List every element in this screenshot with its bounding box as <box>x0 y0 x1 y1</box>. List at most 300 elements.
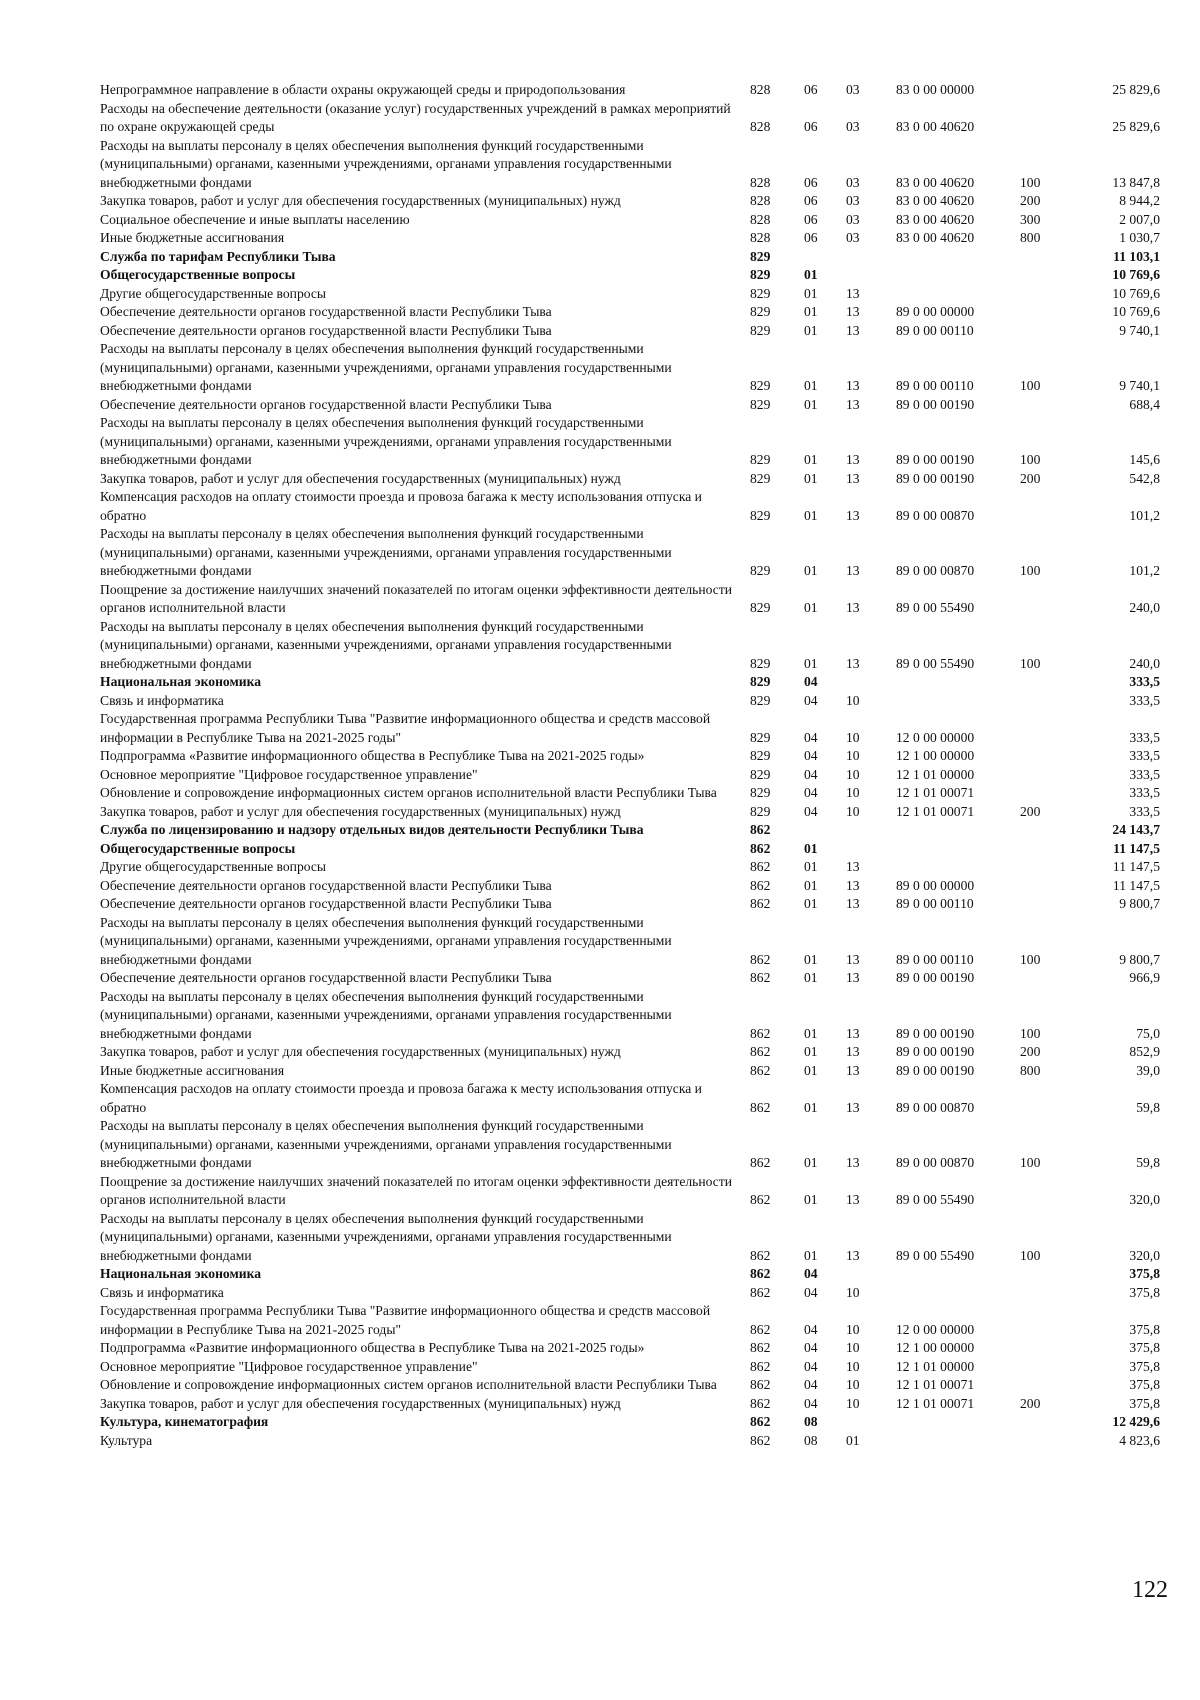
subsection-code: 10 <box>846 1395 860 1411</box>
expense-item-name: Обновление и сопровождение информационных систем органов исполнительной власти Республики Тыва <box>100 785 717 800</box>
expense-item-name: Компенсация расходов на оплату стоимости проезда и провоза багажа к месту использования отпуска и обратно <box>100 489 702 523</box>
subsection-code: 13 <box>846 600 860 615</box>
expense-type-code: 800 <box>1020 230 1041 245</box>
expense-type-code <box>1020 969 1070 988</box>
expense-type-code <box>1020 1358 1070 1377</box>
expense-item-name: Расходы на выплаты персоналу в целях обеспечения выполнения функций государственными (муниципальными) органами, казенными учреждениями, органами управления государственными внебюджетными фондами <box>100 618 672 671</box>
target-article-code: 89 0 00 00190 <box>896 470 975 486</box>
expense-item-name: Компенсация расходов на оплату стоимости проезда и провоза багажа к месту использования отпуска и обратно <box>100 1081 702 1115</box>
department-code: 862 <box>750 896 771 911</box>
amount: 333,5 <box>1129 766 1160 782</box>
amount: 320,0 <box>1129 1247 1160 1263</box>
department-code: 829 <box>750 729 771 745</box>
table-row <box>100 266 1160 285</box>
expense-item-name: Расходы на обеспечение деятельности (оказание услуг) государственных учреждений в рамках мероприятий по охране окружающей среды <box>100 100 731 134</box>
department-code: 828 <box>750 82 771 97</box>
subsection-code: 13 <box>846 507 860 523</box>
section-code: 01 <box>804 1044 818 1059</box>
expense-item-name: Закупка товаров, работ и услуг для обеспечения государственных (муниципальных) нужд <box>100 803 621 819</box>
expense-type-code <box>1020 1432 1070 1451</box>
amount: 9 740,1 <box>1119 322 1160 338</box>
target-article-code <box>896 248 1020 267</box>
target-article-code <box>896 285 1020 304</box>
expense-type-code <box>1020 322 1070 341</box>
section-code: 01 <box>804 507 818 523</box>
expense-item-name: Подпрограмма «Развитие информационного общества в Республике Тыва на 2021-2025 годы» <box>100 1340 645 1355</box>
department-code: 829 <box>750 304 771 319</box>
expense-item-name: Другие общегосударственные вопросы <box>100 285 327 301</box>
subsection-code: 01 <box>846 1432 860 1448</box>
amount: 1 030,7 <box>1119 230 1160 245</box>
department-code: 829 <box>750 766 771 782</box>
department-code: 828 <box>750 230 771 245</box>
expense-item-name: Иные бюджетные ассигнования <box>100 1062 285 1078</box>
table-row <box>100 1302 1160 1339</box>
table-row <box>100 525 1160 581</box>
budget-table <box>100 81 1160 1450</box>
target-article-code: 12 0 00 00000 <box>896 1321 975 1337</box>
table-row <box>100 710 1160 747</box>
expense-type-code: 200 <box>1020 1395 1041 1411</box>
department-code: 829 <box>750 674 771 689</box>
section-code: 01 <box>804 1247 818 1263</box>
amount: 101,2 <box>1129 507 1160 523</box>
target-article-code <box>896 1265 1020 1284</box>
subsection-code: 13 <box>846 970 860 985</box>
expense-item-name: Расходы на выплаты персоналу в целях обеспечения выполнения функций государственными (муниципальными) органами, казенными учреждениями, органами управления государственными внебюджетными фондами <box>100 988 672 1041</box>
expense-item-name: Общегосударственные вопросы <box>100 840 296 856</box>
section-code: 01 <box>804 970 818 985</box>
amount: 59,8 <box>1136 1099 1160 1115</box>
amount: 2 007,0 <box>1119 211 1160 227</box>
amount: 11 147,5 <box>1112 877 1160 893</box>
subsection-code: 10 <box>846 785 860 800</box>
target-article-code: 12 1 01 00000 <box>896 766 975 782</box>
subsection-code: 10 <box>846 748 860 763</box>
table-row <box>100 1376 1160 1395</box>
expense-type-code <box>1020 821 1070 840</box>
subsection-code: 13 <box>846 470 860 486</box>
section-code: 01 <box>804 1155 818 1170</box>
expense-type-code <box>1020 248 1070 267</box>
section-code: 01 <box>804 877 818 893</box>
expense-item-name: Обеспечение деятельности органов государственной власти Республики Тыва <box>100 896 552 911</box>
amount: 13 847,8 <box>1112 174 1160 190</box>
table-row <box>100 581 1160 618</box>
section-code: 01 <box>804 563 818 578</box>
table-row <box>100 340 1160 396</box>
section-code: 01 <box>804 859 818 874</box>
target-article-code: 83 0 00 40620 <box>896 230 975 245</box>
subsection-code <box>846 1413 896 1432</box>
subsection-code: 03 <box>846 193 860 208</box>
table-row <box>100 673 1160 692</box>
table-row <box>100 100 1160 137</box>
subsection-code: 13 <box>846 563 860 578</box>
target-article-code: 12 1 00 00000 <box>896 1340 975 1355</box>
department-code: 862 <box>750 1247 771 1263</box>
subsection-code: 13 <box>846 655 860 671</box>
target-article-code: 83 0 00 40620 <box>896 211 975 227</box>
amount: 9 740,1 <box>1119 378 1160 393</box>
amount: 24 143,7 <box>1112 822 1160 837</box>
department-code: 828 <box>750 119 771 134</box>
department-code: 862 <box>750 1192 771 1207</box>
section-code: 04 <box>804 674 818 689</box>
table-row <box>100 229 1160 248</box>
subsection-code: 13 <box>846 1025 860 1041</box>
table-row <box>100 840 1160 859</box>
section-code: 04 <box>804 766 818 782</box>
expense-type-code <box>1020 1173 1070 1210</box>
subsection-code: 10 <box>846 1284 860 1300</box>
target-article-code: 89 0 00 00110 <box>896 322 974 338</box>
expense-type-code <box>1020 1284 1070 1303</box>
expense-type-code <box>1020 1265 1070 1284</box>
expense-item-name: Закупка товаров, работ и услуг для обеспечения государственных (муниципальных) нужд <box>100 1044 621 1059</box>
expense-type-code <box>1020 303 1070 322</box>
section-code: 01 <box>804 1192 818 1207</box>
amount: 11 103,1 <box>1113 248 1160 264</box>
amount: 333,5 <box>1129 748 1160 763</box>
table-row <box>100 914 1160 970</box>
target-article-code: 12 1 00 00000 <box>896 748 975 763</box>
target-article-code: 83 0 00 40620 <box>896 119 975 134</box>
target-article-code <box>896 673 1020 692</box>
expense-type-code <box>1020 784 1070 803</box>
department-code: 829 <box>750 452 771 467</box>
expense-item-name: Подпрограмма «Развитие информационного общества в Республике Тыва на 2021-2025 годы» <box>100 748 645 763</box>
target-article-code <box>896 1284 1020 1303</box>
table-row <box>100 821 1160 840</box>
subsection-code: 13 <box>846 378 860 393</box>
expense-item-name: Культура <box>100 1432 153 1448</box>
amount: 11 147,5 <box>1112 859 1160 874</box>
subsection-code: 03 <box>846 211 860 227</box>
table-row <box>100 803 1160 822</box>
section-code: 08 <box>804 1432 818 1448</box>
amount: 11 147,5 <box>1113 840 1160 856</box>
subsection-code: 03 <box>846 230 860 245</box>
subsection-code: 13 <box>846 1099 860 1115</box>
budget-table-body <box>100 81 1160 1450</box>
department-code: 862 <box>750 1155 771 1170</box>
amount: 375,8 <box>1129 1266 1160 1281</box>
table-row <box>100 766 1160 785</box>
section-code: 01 <box>804 840 818 856</box>
target-article-code: 12 1 01 00071 <box>896 803 975 819</box>
table-row <box>100 1358 1160 1377</box>
amount: 333,5 <box>1129 692 1160 708</box>
section-code: 01 <box>804 1025 818 1041</box>
expense-type-code <box>1020 840 1070 859</box>
target-article-code: 89 0 00 00190 <box>896 970 975 985</box>
table-row <box>100 1173 1160 1210</box>
target-article-code: 89 0 00 00190 <box>896 396 975 412</box>
amount: 375,8 <box>1129 1284 1160 1300</box>
amount: 8 944,2 <box>1119 193 1160 208</box>
expense-type-code <box>1020 266 1070 285</box>
subsection-code: 13 <box>846 951 860 967</box>
target-article-code: 89 0 00 00000 <box>896 877 975 893</box>
expense-item-name: Расходы на выплаты персоналу в целях обеспечения выполнения функций государственными (муниципальными) органами, казенными учреждениями, органами управления государственными внебюджетными фондами <box>100 137 672 190</box>
target-article-code: 89 0 00 00190 <box>896 1044 975 1059</box>
section-code: 06 <box>804 230 818 245</box>
amount: 9 800,7 <box>1119 896 1160 911</box>
amount: 333,5 <box>1129 785 1160 800</box>
expense-item-name: Основное мероприятие "Цифровое государственное управление" <box>100 766 478 782</box>
target-article-code: 89 0 00 00110 <box>896 951 974 967</box>
subsection-code <box>846 840 896 859</box>
expense-type-code <box>1020 81 1070 100</box>
department-code: 829 <box>750 600 771 615</box>
target-article-code: 12 1 01 00071 <box>896 1395 975 1411</box>
amount: 10 769,6 <box>1112 285 1160 301</box>
department-code: 862 <box>750 1395 771 1411</box>
expense-type-code: 200 <box>1020 193 1041 208</box>
expense-type-code: 200 <box>1020 803 1041 819</box>
expense-item-name: Закупка товаров, работ и услуг для обеспечения государственных (муниципальных) нужд <box>100 193 621 208</box>
department-code: 829 <box>750 785 771 800</box>
section-code: 01 <box>804 267 818 282</box>
section-code: 04 <box>804 1358 818 1374</box>
department-code: 862 <box>750 1062 771 1078</box>
amount: 375,8 <box>1129 1377 1160 1392</box>
table-row <box>100 211 1160 230</box>
section-code: 01 <box>804 1062 818 1078</box>
amount: 12 429,6 <box>1112 1414 1160 1429</box>
expense-type-code: 100 <box>1020 951 1041 967</box>
department-code: 862 <box>750 1377 771 1392</box>
target-article-code: 89 0 00 00110 <box>896 896 974 911</box>
amount: 333,5 <box>1129 803 1160 819</box>
department-code: 862 <box>750 970 771 985</box>
target-article-code <box>896 858 1020 877</box>
table-row <box>100 1395 1160 1414</box>
amount: 375,8 <box>1129 1358 1160 1374</box>
subsection-code: 10 <box>846 803 860 819</box>
amount: 59,8 <box>1136 1155 1160 1170</box>
expense-type-code <box>1020 100 1070 137</box>
page-number: 122 <box>1132 1577 1168 1603</box>
subsection-code: 03 <box>846 174 860 190</box>
table-row <box>100 747 1160 766</box>
expense-type-code <box>1020 285 1070 304</box>
table-row <box>100 895 1160 914</box>
expense-item-name: Национальная экономика <box>100 1266 261 1281</box>
expense-item-name: Расходы на выплаты персоналу в целях обеспечения выполнения функций государственными (муниципальными) органами, казенными учреждениями, органами управления государственными внебюджетными фондами <box>100 341 672 393</box>
subsection-code: 10 <box>846 1377 860 1392</box>
expense-item-name: Расходы на выплаты персоналу в целях обеспечения выполнения функций государственными (муниципальными) органами, казенными учреждениями, органами управления государственными внебюджетными фондами <box>100 415 672 467</box>
table-row <box>100 488 1160 525</box>
table-row <box>100 1432 1160 1451</box>
subsection-code: 13 <box>846 1062 860 1078</box>
department-code: 829 <box>750 285 771 301</box>
expense-item-name: Закупка товаров, работ и услуг для обеспечения государственных (муниципальных) нужд <box>100 470 621 486</box>
table-row <box>100 1043 1160 1062</box>
department-code: 862 <box>750 1321 771 1337</box>
subsection-code: 13 <box>846 859 860 874</box>
amount: 333,5 <box>1129 674 1160 689</box>
amount: 25 829,6 <box>1112 82 1160 97</box>
amount: 10 769,6 <box>1112 304 1160 319</box>
expense-item-name: Связь и информатика <box>100 692 224 708</box>
amount: 9 800,7 <box>1119 951 1160 967</box>
amount: 101,2 <box>1129 563 1160 578</box>
subsection-code: 10 <box>846 729 860 745</box>
table-row <box>100 1117 1160 1173</box>
table-row <box>100 396 1160 415</box>
section-code: 01 <box>804 470 818 486</box>
expense-type-code <box>1020 1413 1070 1432</box>
department-code: 828 <box>750 174 771 190</box>
table-row <box>100 81 1160 100</box>
target-article-code: 89 0 00 00870 <box>896 507 975 523</box>
expense-item-name: Иные бюджетные ассигнования <box>100 230 285 245</box>
table-row <box>100 969 1160 988</box>
subsection-code: 13 <box>846 1192 860 1207</box>
department-code: 862 <box>750 1266 771 1281</box>
expense-type-code <box>1020 1302 1070 1339</box>
department-code: 862 <box>750 1358 771 1374</box>
expense-type-code <box>1020 858 1070 877</box>
expense-item-name: Обеспечение деятельности органов государственной власти Республики Тыва <box>100 970 552 985</box>
section-code: 04 <box>804 1284 818 1300</box>
subsection-code: 03 <box>846 82 860 97</box>
table-row <box>100 470 1160 489</box>
table-row <box>100 303 1160 322</box>
section-code: 04 <box>804 692 818 708</box>
expense-item-name: Другие общегосударственные вопросы <box>100 859 327 874</box>
section-code: 08 <box>804 1414 818 1429</box>
department-code: 862 <box>750 1414 771 1429</box>
expense-type-code: 800 <box>1020 1062 1041 1078</box>
section-code: 01 <box>804 655 818 671</box>
subsection-code: 10 <box>846 1358 860 1374</box>
expense-item-name: Государственная программа Республики Тыва "Развитие информационного общества и средств массовой информации в Республике Тыва на 2021-2025 годы" <box>100 1303 711 1337</box>
section-code: 04 <box>804 785 818 800</box>
target-article-code <box>896 266 1020 285</box>
section-code: 04 <box>804 1395 818 1411</box>
target-article-code <box>896 1432 1020 1451</box>
section-code: 01 <box>804 378 818 393</box>
section-code: 06 <box>804 82 818 97</box>
section-code: 06 <box>804 174 818 190</box>
amount: 375,8 <box>1129 1395 1160 1411</box>
table-row <box>100 877 1160 896</box>
expense-item-name: Культура, кинематография <box>100 1414 269 1429</box>
table-row <box>100 618 1160 674</box>
expense-item-name: Закупка товаров, работ и услуг для обеспечения государственных (муниципальных) нужд <box>100 1395 621 1411</box>
department-code: 862 <box>750 1432 771 1448</box>
expense-item-name: Обеспечение деятельности органов государственной власти Республики Тыва <box>100 304 552 319</box>
subsection-code: 10 <box>846 692 860 708</box>
expense-item-name: Расходы на выплаты персоналу в целях обеспечения выполнения функций государственными (муниципальными) органами, казенными учреждениями, органами управления государственными внебюджетными фондами <box>100 1210 672 1263</box>
subsection-code: 13 <box>846 452 860 467</box>
section-code: 01 <box>804 304 818 319</box>
amount: 966,9 <box>1129 970 1160 985</box>
expense-item-name: Расходы на выплаты персоналу в целях обеспечения выполнения функций государственными (муниципальными) органами, казенными учреждениями, органами управления государственными внебюджетными фондами <box>100 1118 672 1170</box>
section-code: 01 <box>804 322 818 338</box>
expense-item-name: Обеспечение деятельности органов государственной власти Республики Тыва <box>100 396 552 412</box>
table-row <box>100 1265 1160 1284</box>
expense-type-code: 100 <box>1020 563 1041 578</box>
amount: 375,8 <box>1129 1321 1160 1337</box>
target-article-code: 89 0 00 55490 <box>896 1192 975 1207</box>
table-row <box>100 322 1160 341</box>
target-article-code: 89 0 00 00190 <box>896 452 975 467</box>
target-article-code <box>896 1413 1020 1432</box>
table-row <box>100 1062 1160 1081</box>
expense-type-code <box>1020 488 1070 525</box>
expense-type-code: 100 <box>1020 655 1041 671</box>
expense-type-code: 300 <box>1020 211 1041 227</box>
section-code: 04 <box>804 1321 818 1337</box>
subsection-code: 10 <box>846 1340 860 1355</box>
table-row <box>100 1339 1160 1358</box>
target-article-code: 89 0 00 55490 <box>896 655 975 671</box>
section-code: 04 <box>804 1340 818 1355</box>
section-code: 04 <box>804 1266 818 1281</box>
department-code: 862 <box>750 951 771 967</box>
amount: 39,0 <box>1136 1062 1160 1078</box>
section-code: 04 <box>804 729 818 745</box>
expense-item-name: Расходы на выплаты персоналу в целях обеспечения выполнения функций государственными (муниципальными) органами, казенными учреждениями, органами управления государственными внебюджетными фондами <box>100 914 672 967</box>
table-row <box>100 988 1160 1044</box>
expense-item-name: Связь и информатика <box>100 1284 224 1300</box>
amount: 333,5 <box>1129 729 1160 745</box>
department-code: 862 <box>750 840 771 856</box>
amount: 10 769,6 <box>1112 267 1160 282</box>
amount: 240,0 <box>1129 655 1160 671</box>
amount: 688,4 <box>1129 396 1160 412</box>
target-article-code: 89 0 00 00190 <box>896 1062 975 1078</box>
section-code: 01 <box>804 1099 818 1115</box>
subsection-code <box>846 673 896 692</box>
target-article-code: 89 0 00 00870 <box>896 563 975 578</box>
target-article-code: 89 0 00 00190 <box>896 1025 975 1041</box>
expense-item-name: Обеспечение деятельности органов государственной власти Республики Тыва <box>100 877 552 893</box>
section-code: 04 <box>804 1377 818 1392</box>
subsection-code: 13 <box>846 285 860 301</box>
section-code: 01 <box>804 285 818 301</box>
department-code: 829 <box>750 748 771 763</box>
section-code: 04 <box>804 748 818 763</box>
department-code: 828 <box>750 193 771 208</box>
department-code: 829 <box>750 692 771 708</box>
table-row <box>100 137 1160 193</box>
expense-type-code <box>1020 895 1070 914</box>
table-row <box>100 784 1160 803</box>
table-row <box>100 858 1160 877</box>
table-row <box>100 192 1160 211</box>
table-row <box>100 1210 1160 1266</box>
target-article-code <box>896 821 1020 840</box>
expense-type-code <box>1020 1376 1070 1395</box>
target-article-code: 89 0 00 55490 <box>896 1247 975 1263</box>
section-code <box>804 821 846 840</box>
department-code: 829 <box>750 655 771 671</box>
target-article-code <box>896 692 1020 711</box>
expense-type-code <box>1020 877 1070 896</box>
target-article-code: 12 1 01 00071 <box>896 785 975 800</box>
department-code: 862 <box>750 877 771 893</box>
department-code: 862 <box>750 859 771 874</box>
expense-type-code: 100 <box>1020 378 1041 393</box>
table-row <box>100 285 1160 304</box>
expense-item-name: Государственная программа Республики Тыва "Развитие информационного общества и средств массовой информации в Республике Тыва на 2021-2025 годы" <box>100 711 711 745</box>
expense-type-code: 100 <box>1020 1247 1041 1263</box>
